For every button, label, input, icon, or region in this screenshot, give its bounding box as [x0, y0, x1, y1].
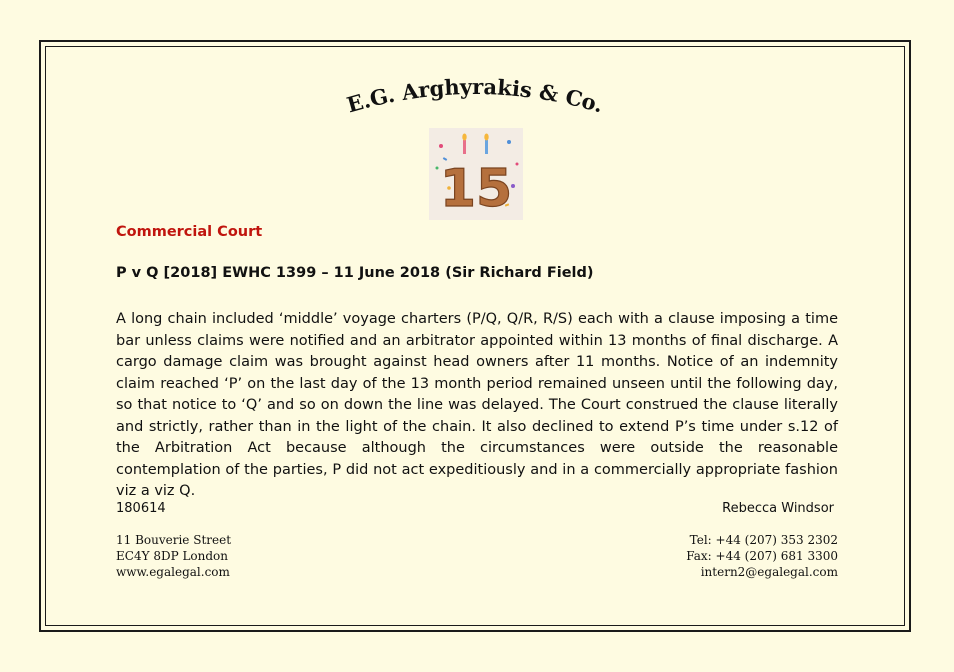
section-heading: Commercial Court: [116, 224, 263, 240]
case-summary: A long chain included ‘middle’ voyage charters (P/Q, Q/R, R/S) each with a clause imposing a time bar unless claims were notified and an arbitrator appointed within 13 months of final discharge. A cargo damage claim was brought against head owners after 11 months. Notice of an indemnity claim reached ‘P’ on the last day of the 13 month period remained unseen until the following day, so that notice to ‘Q’ and so on down the line was delayed. The Court construed the clause literally and strictly, rather than in the light of the chain. It also declined to extend P’s time under s.12 of the Arbitration Act because although the circumstances were outside the reasonable contemplation of the parties, P did not act expeditiously and in a commercially appropriate fashion viz a viz Q.: [116, 311, 838, 499]
anniversary-number: 15: [439, 159, 513, 219]
firm-name-text: E.G. Arghyrakis & Co.: [343, 73, 607, 118]
contact-block: [620, 532, 838, 580]
author-name: Rebecca Windsor: [722, 501, 834, 516]
reference-number: 180614: [116, 501, 166, 516]
svg-text:E.G. Arghyrakis & Co.: [344, 74, 606, 118]
address-block: [116, 532, 231, 580]
case-title: P v Q [2018] EWHC 1399 – 11 June 2018 (Sir Richard Field): [116, 265, 594, 281]
address-line-2: EC4Y 8DP London: [116, 549, 229, 563]
telephone: Tel: +44 (207) 353 2302: [689, 533, 838, 547]
birthday-cake-icon: [429, 128, 523, 220]
fax: Fax: +44 (207) 681 3300: [686, 549, 838, 563]
address-line-1: 11 Bouverie Street: [116, 533, 232, 547]
website-link[interactable]: www.egalegal.com: [116, 565, 230, 579]
email-link[interactable]: intern2@egalegal.com: [700, 565, 838, 579]
firm-name-logo: [300, 70, 660, 130]
